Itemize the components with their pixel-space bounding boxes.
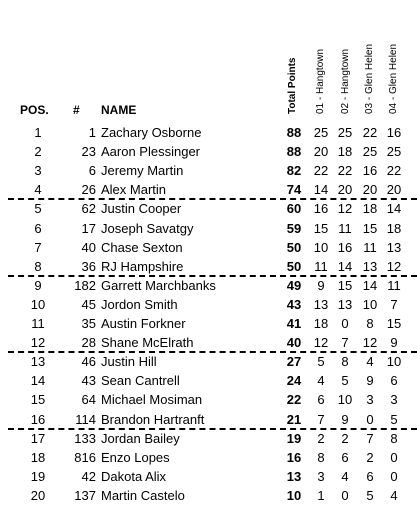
table-row [0,257,417,276]
row-number: 42 [81,468,96,484]
row-rider-name: Brandon Hartranft [101,411,205,427]
row-position: 19 [30,468,46,484]
table-row [0,161,417,180]
row-round-4-points: 9 [390,335,398,351]
row-round-4-points: 5 [390,411,398,427]
row-rider-name: Sean Cantrell [101,373,180,389]
row-number: 35 [81,316,96,331]
row-round-1-points: 1 [317,487,325,503]
row-round-1-points: 2 [317,430,325,446]
row-round-2-points: 18 [337,144,353,160]
row-total-points: 16 [286,449,302,465]
table-row [0,486,417,505]
header-pos: POS. [20,103,49,117]
row-round-4-points: 12 [386,258,402,274]
row-round-3-points: 20 [362,182,378,198]
header-round-3: 03 - Glen Helen [364,43,375,114]
row-round-2-points: 9 [341,411,349,427]
row-round-3-points: 16 [362,163,378,179]
row-number: 182 [74,277,96,293]
table-row [0,467,417,486]
row-round-4-points: 15 [386,316,402,331]
row-position: 16 [30,411,46,427]
row-round-1-points: 3 [317,468,325,484]
row-rider-name: Zachary Osborne [101,125,202,140]
row-round-1-points: 9 [317,277,325,293]
row-position: 15 [30,392,46,408]
row-position: 7 [34,239,42,255]
row-number: 17 [81,220,96,236]
row-total-points: 59 [286,220,302,236]
row-round-3-points: 3 [366,392,374,408]
row-number: 114 [75,411,96,427]
row-round-3-points: 14 [362,277,378,293]
row-position: 17 [30,430,46,446]
row-number: 28 [81,335,96,351]
row-round-4-points: 11 [387,277,401,293]
row-position: 5 [34,201,42,217]
row-number: 137 [74,487,96,503]
row-round-3-points: 5 [366,487,374,503]
row-round-2-points: 8 [341,354,349,370]
row-position: 8 [34,258,42,274]
row-round-1-points: 25 [313,125,329,140]
row-rider-name: Justin Hill [101,354,157,370]
row-round-2-points: 0 [341,487,349,503]
row-round-3-points: 7 [366,430,374,446]
row-round-2-points: 15 [337,277,353,293]
row-position: 9 [34,277,42,293]
row-rider-name: Shane McElrath [101,335,194,351]
row-round-3-points: 15 [362,220,378,236]
row-number: 40 [81,239,96,255]
table-row [0,314,417,333]
row-round-3-points: 6 [366,468,374,484]
row-round-2-points: 11 [338,220,352,236]
row-round-2-points: 10 [337,392,353,408]
row-round-1-points: 7 [317,411,325,427]
row-position: 11 [31,316,45,331]
table-row [0,276,417,295]
row-round-1-points: 16 [313,201,329,217]
row-number: 816 [74,449,96,465]
row-round-3-points: 18 [362,201,378,217]
table-row [0,238,417,257]
row-round-2-points: 20 [337,182,353,198]
row-round-4-points: 14 [386,201,402,217]
row-round-4-points: 22 [386,163,402,179]
row-position: 10 [30,296,46,312]
row-rider-name: Alex Martin [101,182,167,198]
row-number: 6 [88,163,96,179]
row-total-points: 49 [286,277,302,293]
row-position: 14 [30,373,46,389]
row-round-3-points: 10 [362,296,378,312]
row-round-4-points: 13 [386,239,402,255]
row-round-4-points: 25 [386,144,402,160]
table-row [0,448,417,467]
row-round-3-points: 0 [366,411,374,427]
table-row [0,333,417,352]
table-row [0,142,417,161]
table-row [0,352,417,371]
row-total-points: 10 [286,487,302,503]
row-rider-name: Justin Cooper [101,201,182,217]
table-row [0,371,417,390]
row-round-1-points: 14 [313,182,329,198]
row-total-points: 50 [286,239,302,255]
row-round-1-points: 4 [317,373,325,389]
row-rider-name: Garrett Marchbanks [101,277,216,293]
row-total-points: 41 [286,316,302,331]
row-total-points: 27 [286,354,302,370]
row-rider-name: Enzo Lopes [101,449,170,465]
row-position: 2 [34,144,42,160]
row-number: 23 [81,144,96,160]
row-round-3-points: 22 [362,125,378,140]
row-round-4-points: 18 [386,220,402,236]
row-round-3-points: 9 [366,373,374,389]
row-round-4-points: 0 [390,449,398,465]
row-rider-name: Chase Sexton [101,239,183,255]
row-round-2-points: 16 [337,239,353,255]
header-total-points: Total Points [287,57,298,114]
row-round-1-points: 18 [313,316,329,331]
row-position: 3 [34,163,42,179]
table-row [0,390,417,409]
row-number: 1 [88,125,96,140]
row-round-4-points: 8 [390,430,398,446]
row-round-2-points: 7 [341,335,349,351]
row-round-4-points: 16 [386,125,402,140]
row-rider-name: Jordan Bailey [101,430,180,446]
row-round-1-points: 8 [317,449,325,465]
row-round-4-points: 3 [390,392,398,408]
row-round-4-points: 20 [386,182,402,198]
row-total-points: 82 [286,163,302,179]
row-round-4-points: 4 [390,487,398,503]
row-total-points: 13 [286,468,302,484]
row-round-3-points: 13 [362,258,378,274]
row-total-points: 24 [286,373,302,389]
row-number: 36 [81,258,96,274]
row-position: 18 [30,449,46,465]
row-total-points: 50 [286,258,302,274]
row-rider-name: Aaron Plessinger [101,144,200,160]
table-row [0,199,417,218]
row-round-1-points: 6 [317,392,325,408]
table-row [0,410,417,429]
row-rider-name: Austin Forkner [101,316,186,331]
row-rider-name: RJ Hampshire [101,258,184,274]
table-row [0,295,417,314]
row-round-2-points: 4 [341,468,349,484]
row-number: 43 [81,373,96,389]
row-round-2-points: 22 [337,163,353,179]
row-total-points: 40 [286,335,302,351]
row-total-points: 88 [286,125,302,140]
row-total-points: 21 [286,411,302,427]
row-round-1-points: 20 [313,144,329,160]
row-rider-name: Jordon Smith [101,296,178,312]
row-rider-name: Michael Mosiman [101,392,203,408]
header-round-2: 02 - Hangtown [340,48,351,114]
row-round-4-points: 7 [390,296,398,312]
row-round-4-points: 6 [390,373,398,389]
row-number: 133 [74,430,96,446]
row-total-points: 88 [286,144,302,160]
row-rider-name: Dakota Alix [101,468,167,484]
row-round-1-points: 22 [313,163,329,179]
header-name: NAME [101,103,137,117]
row-round-1-points: 13 [313,296,329,312]
row-round-2-points: 14 [337,258,353,274]
table-row [0,219,417,238]
row-round-3-points: 2 [366,449,374,465]
row-position: 13 [30,354,46,370]
header-round-4: 04 - Glen Helen [388,43,399,114]
row-round-2-points: 6 [341,449,349,465]
row-round-3-points: 11 [363,239,377,255]
row-round-2-points: 5 [341,373,349,389]
row-position: 20 [30,487,46,503]
row-round-1-points: 10 [313,239,329,255]
row-round-3-points: 12 [362,335,378,351]
row-round-2-points: 25 [337,125,353,140]
header-round-1: 01 - Hangtown [315,48,326,114]
row-round-1-points: 5 [317,354,325,370]
row-round-2-points: 13 [337,296,353,312]
header-number: # [73,103,80,117]
row-round-2-points: 0 [341,316,349,331]
row-total-points: 60 [286,201,302,217]
row-round-1-points: 11 [314,258,328,274]
row-round-3-points: 25 [362,144,378,160]
row-position: 4 [34,182,42,198]
row-total-points: 22 [286,392,302,408]
table-row [0,429,417,448]
row-total-points: 19 [286,430,302,446]
table-row [0,180,417,199]
row-round-3-points: 8 [366,316,374,331]
row-round-4-points: 0 [390,468,398,484]
row-number: 45 [81,296,96,312]
row-rider-name: Martin Castelo [101,487,185,503]
row-rider-name: Joseph Savatgy [101,220,194,236]
row-total-points: 74 [286,182,302,198]
row-number: 26 [81,182,96,198]
row-round-2-points: 12 [337,201,353,217]
table-row [0,123,417,142]
row-total-points: 43 [286,296,302,312]
row-position: 12 [30,335,46,351]
row-number: 46 [81,354,96,370]
row-round-4-points: 10 [386,354,402,370]
row-round-1-points: 15 [313,220,329,236]
row-rider-name: Jeremy Martin [101,163,184,179]
row-round-1-points: 12 [313,335,329,351]
row-position: 6 [34,220,42,236]
row-round-3-points: 4 [366,354,374,370]
row-position: 1 [34,125,42,140]
row-number: 62 [81,201,96,217]
row-number: 64 [81,392,96,408]
row-round-2-points: 2 [341,430,349,446]
